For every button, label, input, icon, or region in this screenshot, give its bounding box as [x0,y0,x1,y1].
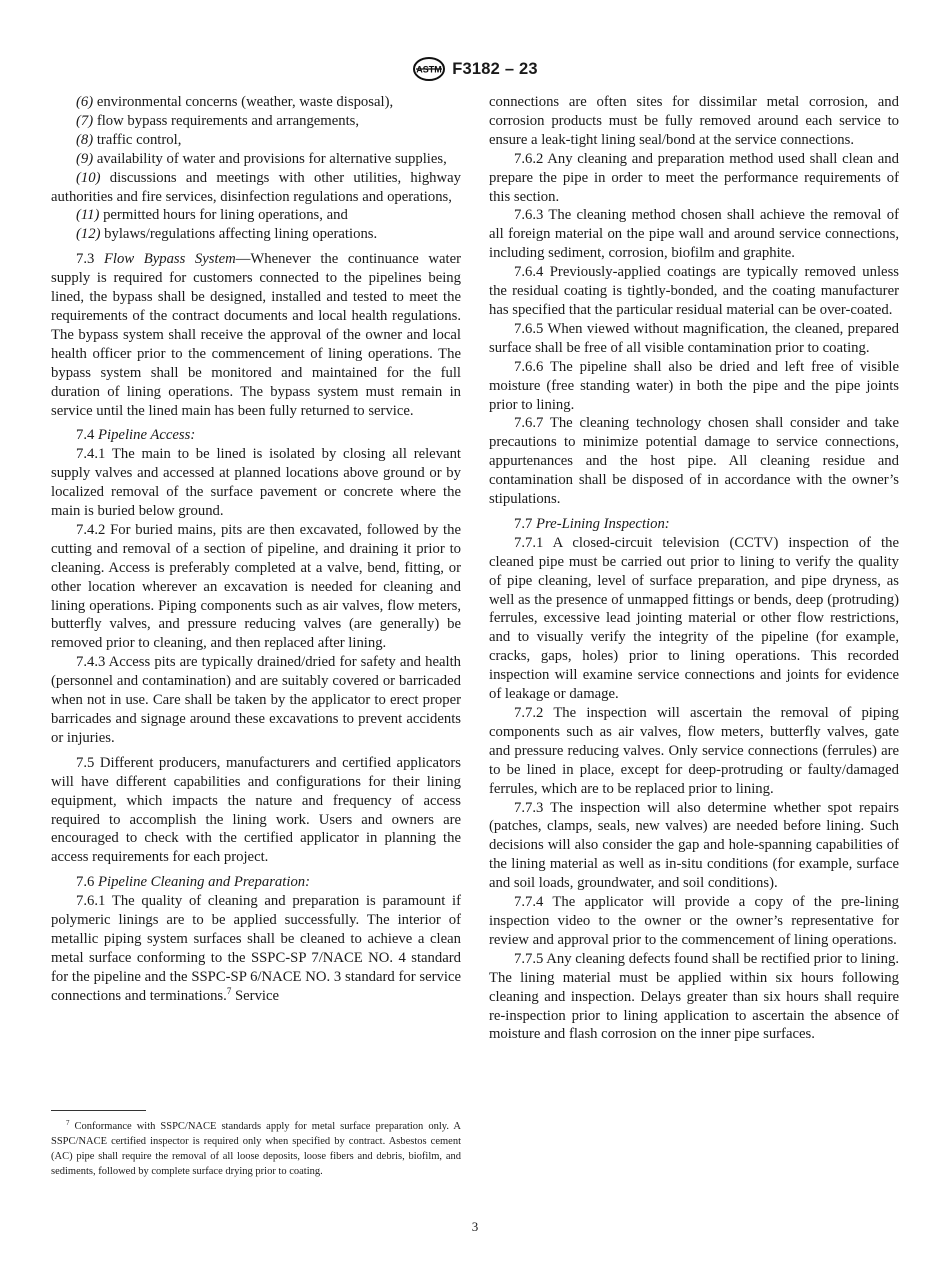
section-7-4-heading: 7.4 Pipeline Access: [76,427,196,444]
right-column [489,93,899,1044]
section-7-6-heading: 7.6 Pipeline Cleaning and Preparation: [76,874,311,891]
list-item-12: (12) bylaws/regulations affecting lining operations. [76,226,378,243]
section-7-4-1: 7.4.1 The main to be lined is isolated by closing all relevant supply valves and accessed at planned locations above ground or by localized removal of the surface pavement or concrete where the main is buried below ground. [51,446,461,520]
section-7-6-1-continued: connections are often sites for dissimilar metal corrosion, and corrosion products must be fully removed around each service to ensure a leak-tight lining seal/bond at the service connections. [489,94,899,148]
section-title: Flow Bypass System [103,251,236,268]
left-column [51,93,461,1006]
footnote-number: 7 [66,1119,70,1127]
document-id: F3182 – 23 [452,59,538,78]
section-7-5: 7.5 Different producers, manufacturers and certified applicators will have different capabilities and configurations for their lining equipment, which impacts the nature and frequency of access required to accomplish the lining work. Users and owners are encouraged to check with the certified applicator in planning the access requirements for each project. [51,754,461,866]
section-7-6-7: 7.6.7 The cleaning technology chosen shall consider and take precautions to minimize potential damage to service connections, appurtenances and the host pipe. All cleaning residue and contamination shall be disposed of in accordance with the owner’s stipulations. [489,415,899,508]
section-7-4-3: 7.4.3 Access pits are typically drained/dried for safety and health (personnel and contamination) and are suitably covered or barricaded when not in use. Care shall be taken by the applicator to erect proper barricades and signage around these excavations to prevent accidents or injuries. [51,654,461,746]
list-item-10: (10) discussions and meetings with other utilities, highway authorities and fire services, disinfection regulations and operations, [51,169,461,205]
list-item-6: (6) environmental concerns (weather, waste disposal), [76,94,394,110]
footnote-ref: 7 [226,985,232,996]
section-title: Pipeline Access: [98,427,196,444]
footnote [51,1119,461,1179]
section-7-7-4: 7.7.4 The applicator will provide a copy of the pre-lining inspection video to the owner or the owner’s representative for review and approval prior to the commencement of lining operations. [489,894,899,948]
section-7-6-1: 7.6.1 The quality of cleaning and preparation is paramount if polymeric linings are to be applied successfully. The interior of metallic piping system surfaces shall be cleaned to achieve a clean metal surface conforming to the SSPC-SP 7/NACE NO. 4 standard for the pipeline and the SSPC-SP 6/NACE NO. 3 standard for service connections and terminations.$^7$ Service [51,893,461,1004]
footnote-divider [51,1110,146,1111]
section-7-6-2: 7.6.2 Any cleaning and preparation method used shall clean and prepare the pipe in order to meet the performance requirements of this section. [489,150,899,205]
section-7-6-3: 7.6.3 The cleaning method chosen shall achieve the removal of all foreign material on the pipe wall and around service connections, including sediment, corrosion, biofilm and graphite. [489,207,899,262]
section-7-6-6: 7.6.6 The pipeline shall also be dried and left free of visible moisture (free standing water) in both the pipe and the pipe joints prior to lining. [489,358,899,413]
section-7-7-2: 7.7.2 The inspection will ascertain the removal of piping components such as air valves, flow meters, butterfly valves, gate and pressure reducing valves. Only service connections (ferrules) are to be lined in place, except for deep-protruding or faulty/damaged ferrules, which are to be replaced prior to lining. [489,705,899,797]
list-item-9: (9) availability of water and provisions for alternative supplies, [76,150,447,167]
page-header [0,56,950,82]
section-7-6-5: 7.6.5 When viewed without magnification, the cleaned, prepared surface shall be free of all visible contamination prior to coating. [489,320,899,356]
section-7-7-1: 7.7.1 A closed-circuit television (CCTV) inspection of the cleaned pipe must be carried out prior to lining to verify the quality of pipe cleaning, level of surface preparation, and pipe dryness, as well as the presence of unmapped fittings or bends, deep (protruding) ferrules, excessive lead jointing material or other flow restrictions, and to visually verify the integrity of the pipeline (for example, cracks, gaps, holes) prior to lining operations. This recorded inspection will examine service connections and joints for evidence of leakage or damage. [489,534,899,703]
section-7-7-5: 7.7.5 Any cleaning defects found shall be rectified prior to lining. The lining material must be applied within six hours following cleaning and inspection. Delays greater than six hours shall require re-inspection prior to lining application to ascertain the absence of moisture and flash corrosion on the inner pipe surfaces. [489,950,899,1043]
list-item-11: (11) permitted hours for lining operations, and [76,207,348,224]
section-title: Pipeline Cleaning and Preparation: [98,874,311,891]
astm-logo-icon [412,57,446,81]
section-7-3: 7.3 Flow Bypass System—Whenever the continuance water supply is required for customers connected to the pipelines being lined, the bypass shall be designed, installed and tested to meet the requirements of the contract documents and local health regulations. The bypass system shall receive the approval of the owner and local health officer prior to the commencement of lining operations. The bypass system shall be monitored and maintained for the full duration of lining operations. The bypass system must remain in service until the lined main has been fully returned to service. [51,251,462,419]
list-item-7: (7) flow bypass requirements and arrangements, [76,112,360,129]
section-7-4-2: 7.4.2 For buried mains, pits are then excavated, followed by the cutting and removal of a section of pipeline, and draining it prior to cleaning. Access is preferably completed at a valve, bend, fitting, or other location wherever an excavation is needed for cleaning and lining operations. Piping components such as air valves, flow meters, butterfly valves, and pressure reducing valves (are generally) be removed prior to cleaning, and then replaced after lining. [51,521,461,652]
section-7-6-4: 7.6.4 Previously-applied coatings are typically removed unless the residual coating is tightly-bonded, and the coating manufacturer has specified that the particular residual material can be over-coated. [489,264,899,318]
page-number: 3 [471,1219,479,1234]
list-item-8: (8) traffic control, [76,131,182,148]
section-7-7-heading: 7.7 Pre-Lining Inspection: [514,515,670,532]
section-7-7-3: 7.7.3 The inspection will also determine whether spot repairs (patches, clamps, seals, new valves) are needed before lining. Such decisions will also consider the gap and hole-spanning capabilities of the lining material as well as in-situ conditions (for example, surface and soil loads, groundwater, and soil conditions). [489,799,899,892]
astm-logo-text: ASTM [416,64,442,75]
footnote-text: Conformance with SSPC/NACE standards apply for metal surface preparation only. A SSPC/NACE certified inspector is required only when specified by contract. Asbestos cement (AC) pipe shall require the removal of all loose deposits, loose fibers and debris, biofilm, and sediments, followed by complete surface drying prior to coating. [51,1121,461,1177]
section-title: Pre-Lining Inspection: [536,515,670,532]
